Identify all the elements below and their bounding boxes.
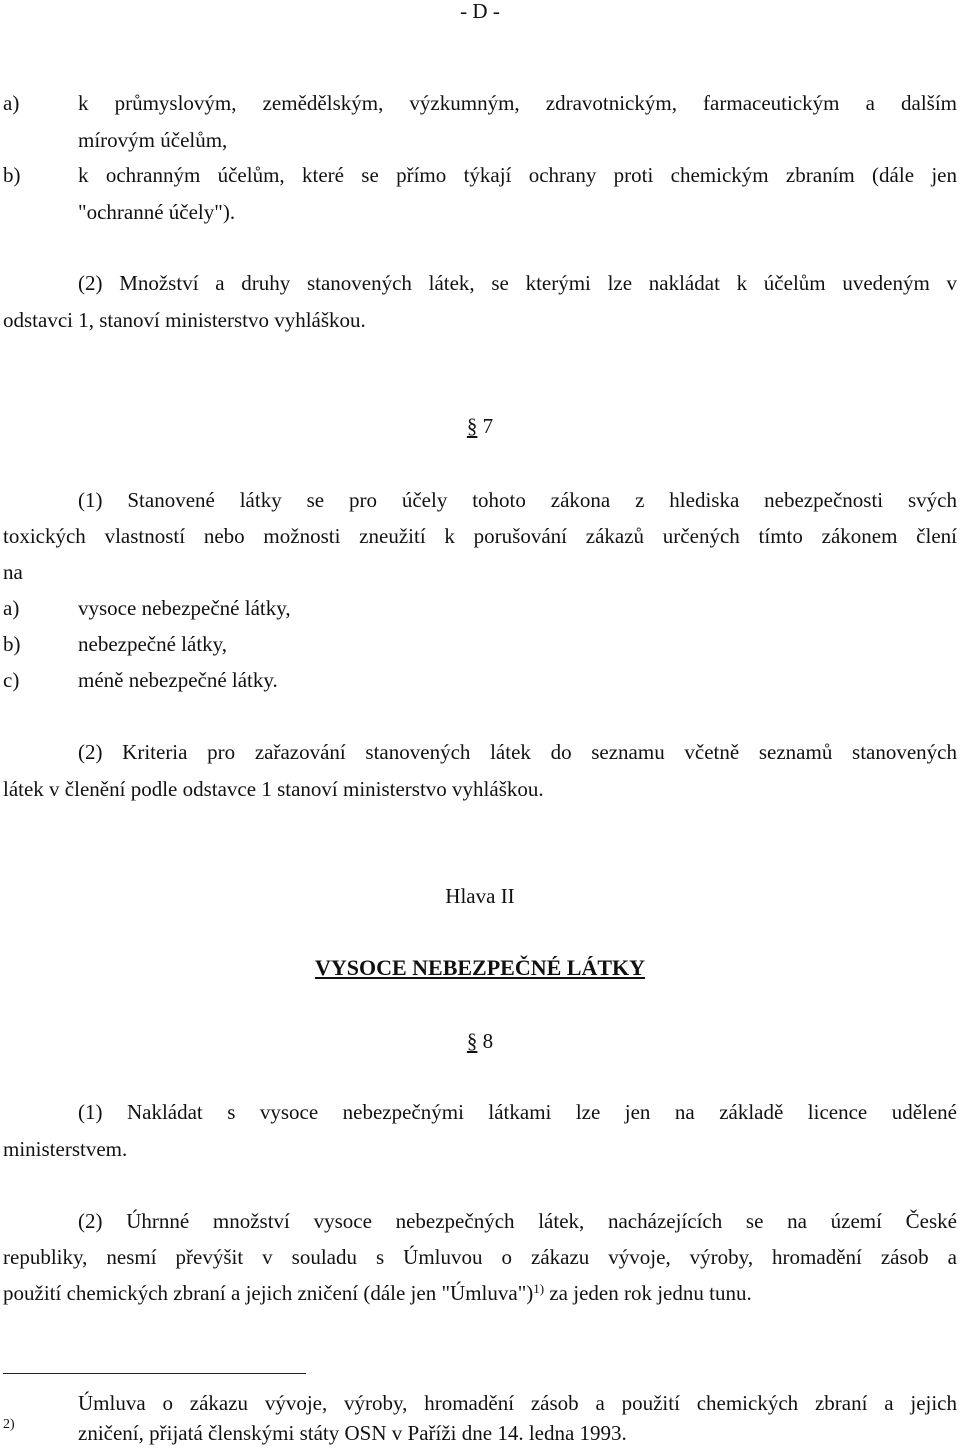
paragraph-line: (2) Kriteria pro zařazování stanovených látek do seznamu včetně seznamů stanovených	[78, 740, 957, 764]
paragraph-line: látek v členění podle odstavce 1 stanoví ministerstvo vyhláškou.	[3, 777, 544, 801]
list-text: k průmyslovým, zemědělským, výzkumným, zdravotnickým, farmaceutickým a dalším	[78, 91, 957, 115]
list-text: méně nebezpečné látky.	[78, 668, 278, 692]
footnote-line: Úmluva o zákazu vývoje, výroby, hromadění zásob a použití chemických zbraní a jejich	[78, 1391, 957, 1415]
section-heading	[0, 413, 960, 439]
list-label: c)	[3, 668, 20, 692]
list-text: mírovým účelům,	[78, 128, 228, 152]
list-label: a)	[3, 596, 20, 620]
paragraph-line: (1) Stanovené látky se pro účely tohoto zákona z hlediska nebezpečnosti svých	[78, 488, 957, 512]
list-text: vysoce nebezpečné látky,	[78, 596, 291, 620]
list-text: nebezpečné látky,	[78, 632, 228, 656]
list-label: a)	[3, 91, 20, 115]
paragraph-text: za jeden rok jednu tunu.	[544, 1281, 752, 1305]
paragraph-line: ministerstvem.	[3, 1137, 128, 1161]
paragraph-line	[3, 1280, 957, 1306]
list-text: "ochranné účely").	[78, 200, 236, 224]
section-number: 7	[482, 414, 494, 438]
list-text: k ochranným účelům, které se přímo týkají ochrany proti chemickým zbraním (dále jen	[78, 163, 957, 187]
chapter-title: Hlava II	[445, 884, 515, 908]
chapter-heading: VYSOCE NEBEZPEČNÉ LÁTKY	[314, 955, 646, 980]
footnote-reference: 1)	[533, 1281, 545, 1296]
section-heading	[0, 1028, 960, 1054]
list-label: b)	[3, 632, 21, 656]
paragraph-text: použití chemických zbraní a jejich zničení (dále jen "Úmluva")	[3, 1281, 534, 1305]
paragraph-line: odstavci 1, stanoví ministerstvo vyhláškou.	[3, 308, 366, 332]
paragraph-line: na	[3, 560, 23, 584]
paragraph-line: (2) Množství a druhy stanovených látek, se kterými lze nakládat k účelům uvedeným v	[78, 271, 957, 295]
paragraph-line: toxických vlastností nebo možnosti zneužití k porušování zákazů určených tímto zákonem člení	[3, 524, 957, 548]
section-number: 8	[482, 1029, 494, 1053]
footnote-mark: 2)	[3, 1417, 15, 1432]
section-symbol: §	[466, 1029, 478, 1053]
footnote-divider	[3, 1373, 306, 1374]
list-label: b)	[3, 163, 21, 187]
page-header: - D -	[460, 0, 500, 23]
paragraph-line: (2) Úhrnné množství vysoce nebezpečných látek, nacházejících se na území České	[78, 1209, 957, 1233]
paragraph-line: republiky, nesmí převýšit v souladu s Úmluvou o zákazu vývoje, výroby, hromadění zásob a	[3, 1245, 957, 1269]
section-symbol: §	[466, 414, 478, 438]
paragraph-line: (1) Nakládat s vysoce nebezpečnými látkami lze jen na základě licence udělené	[78, 1100, 957, 1124]
footnote-line: zničení, přijatá členskými státy OSN v Paříži dne 14. ledna 1993.	[78, 1421, 627, 1445]
